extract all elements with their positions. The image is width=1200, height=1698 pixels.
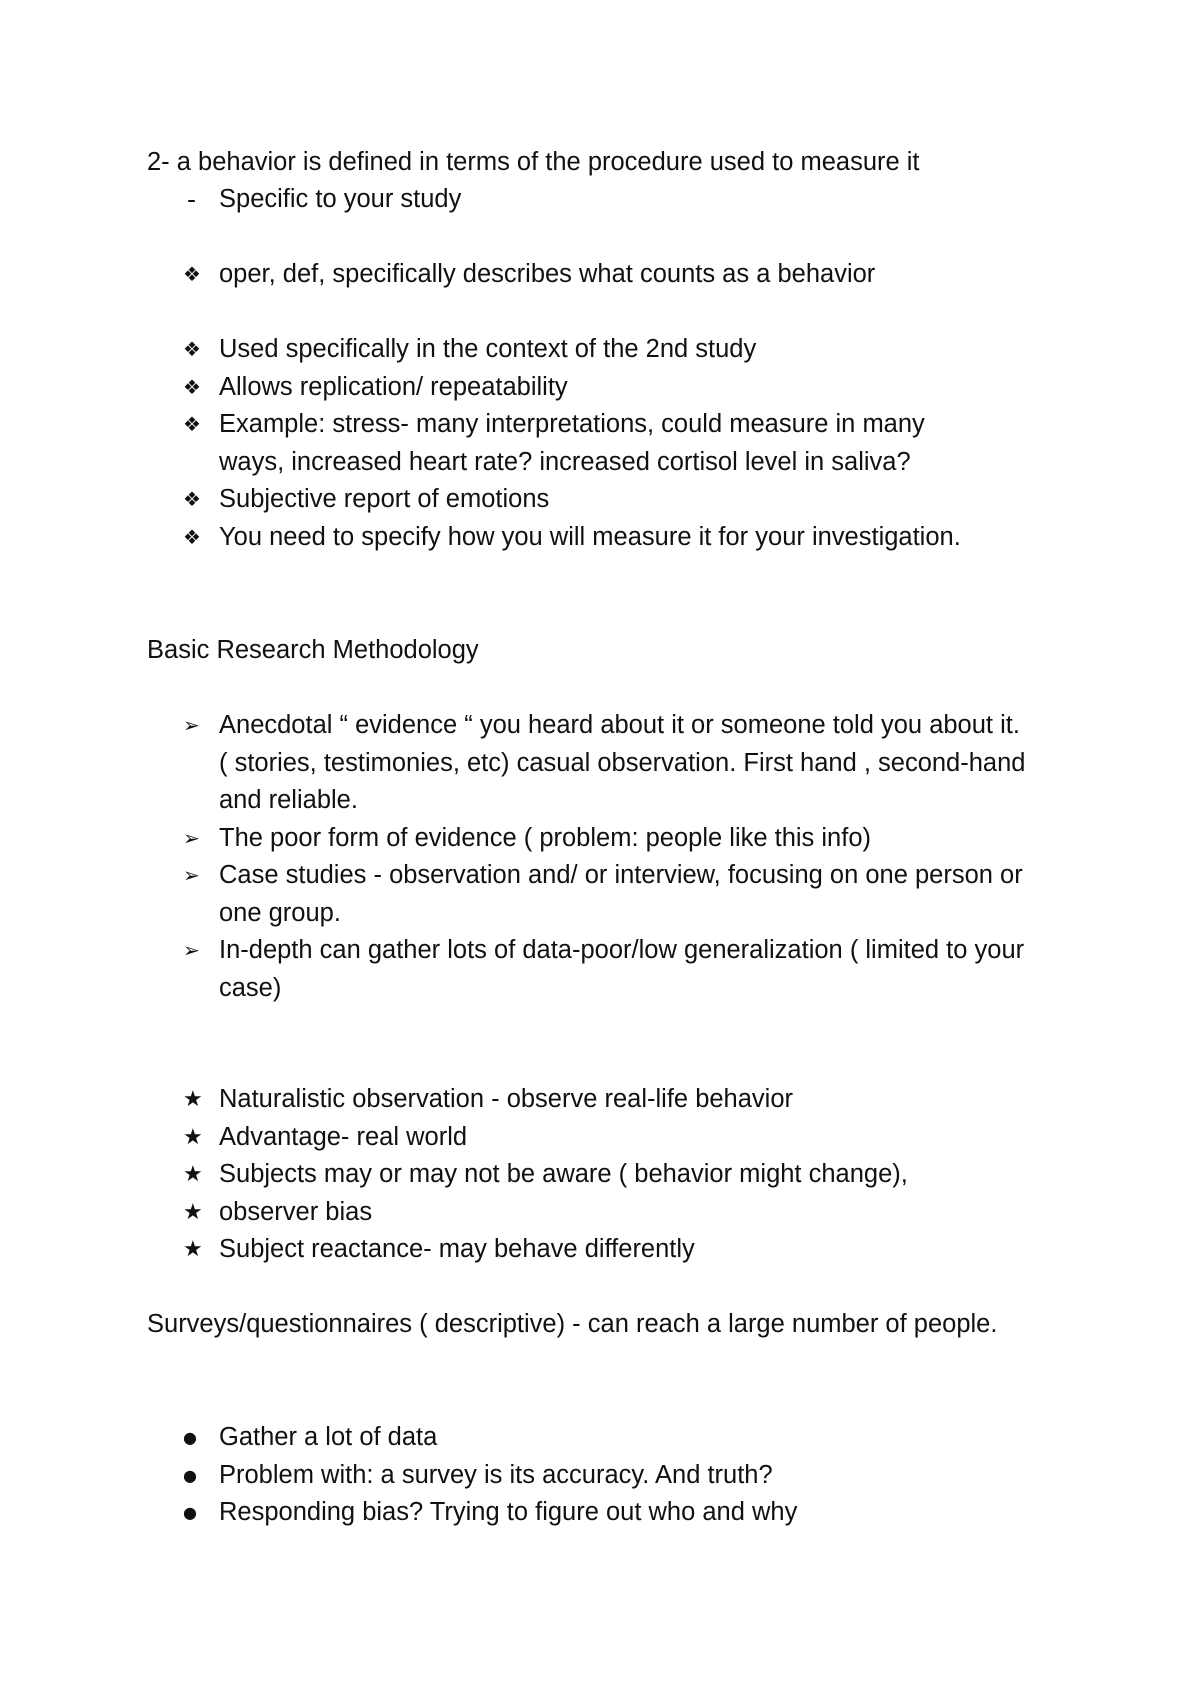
arrow-bullet-icon: ➢ [183,825,200,850]
dot-bullet-icon: ● [183,1503,197,1522]
list-item: ★ Naturalistic observation - observe real-life behavior [147,1081,1077,1119]
intro-dash-list [147,181,1077,219]
list-item: ● Responding bias? Trying to figure out who and why [147,1494,1077,1532]
list-item: ★ Subject reactance- may behave differently [147,1231,1077,1269]
star-bullet-icon: ★ [183,1124,203,1150]
list-item: ★ Subjects may or may not be aware ( behavior might change), [147,1156,1077,1194]
section-heading-research-methodology: Basic Research Methodology [147,636,479,664]
star-bullet-icon: ★ [183,1087,203,1112]
diamond-bullet-icon: ❖ [183,374,201,399]
list-item: ➢ Case studies - observation and/ or interview, focusing on one person or one group. [147,857,1027,932]
research-methodology-list [147,707,1027,1007]
arrow-bullet-icon: ➢ [183,938,200,962]
dot-bullet-icon: ● [183,1428,197,1447]
list-item: ➢ Anecdotal “ evidence “ you heard about it or someone told you about it. ( stories, testimonies, etc) casual observation. First hand , second-hand and reliable. [147,707,1027,820]
arrow-bullet-icon: ➢ [183,713,200,737]
list-item: ● Gather a lot of data [147,1419,1077,1457]
dash-bullet-icon: - [187,185,197,214]
list-item: - Specific to your study [147,181,1077,219]
list-item: ❖ Allows replication/ repeatability [147,369,967,407]
naturalistic-observation-list [147,1081,1077,1269]
oper-def-list [147,331,967,556]
arrow-bullet-icon: ➢ [183,863,200,887]
surveys-paragraph: Surveys/questionnaires ( descriptive) - can reach a large number of people. [147,1310,998,1338]
list-item: ★ observer bias [147,1194,1077,1232]
star-bullet-icon: ★ [183,1199,203,1225]
diamond-bullet-icon: ❖ [183,524,201,549]
diamond-bullet-icon: ❖ [183,412,201,436]
list-item: ❖ Used specifically in the context of the 2nd study [147,331,967,369]
surveys-list [147,1419,1077,1532]
dot-bullet-icon: ● [183,1465,197,1485]
diamond-bullet-icon: ❖ [183,337,201,361]
star-bullet-icon: ★ [183,1162,203,1187]
list-item: ❖ Example: stress- many interpretations, could measure in many ways, increased heart rate? increased cortisol level in saliva? [147,406,967,481]
list-item: ● Problem with: a survey is its accuracy. And truth? [147,1457,1077,1495]
diamond-bullet-icon: ❖ [183,487,201,511]
list-item: ❖ You need to specify how you will measure it for your investigation. [147,519,967,557]
diamond-bullet-icon: ❖ [183,262,201,286]
star-bullet-icon: ★ [183,1237,203,1262]
list-item: ➢ In-depth can gather lots of data-poor/low generalization ( limited to your case) [147,932,1027,1007]
list-item: ❖ oper, def, specifically describes what counts as a behavior [147,256,1077,294]
list-item: ★ Advantage- real world [147,1119,1077,1157]
oper-def-list-first [147,256,1077,294]
intro-heading: 2- a behavior is defined in terms of the procedure used to measure it [147,148,920,176]
list-item: ➢ The poor form of evidence ( problem: people like this info) [147,820,1027,858]
list-item: ❖ Subjective report of emotions [147,481,967,519]
